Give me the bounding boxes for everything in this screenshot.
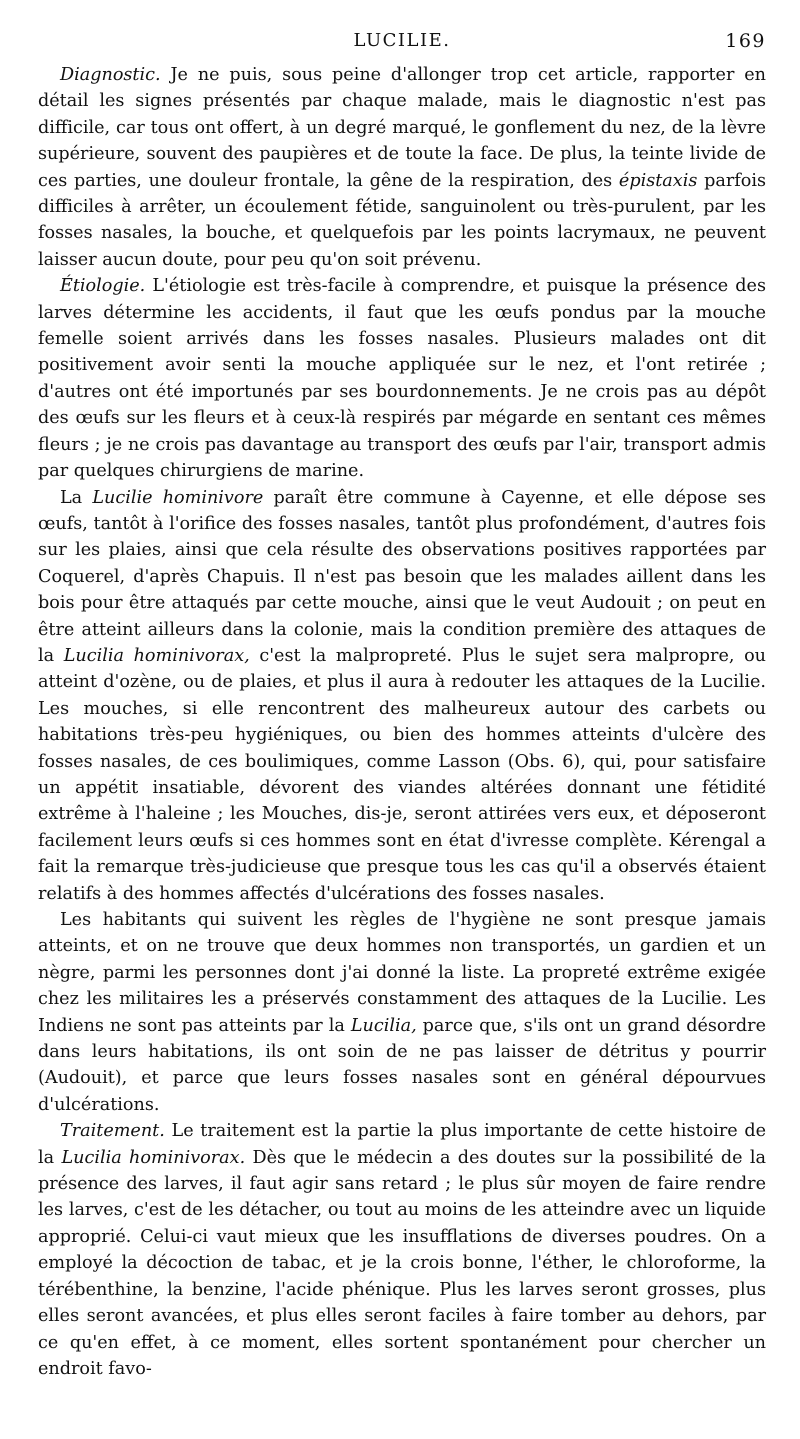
text-segment: c'est la malpropreté. Plus le sujet sera malpropre, ou atteint d'ozène, ou de plaies, et plus il aura à redouter les attaques de la Lucilie. Les mouches, si elle rencontrent des malheureux autour des carbets ou habitations très-peu hygiéniques, ou bien des hommes atteints d'ulcère des fosses nasales, de ces boulimiques, comme Lasson (Obs. 6), qui, pour satisfaire un appétit insatiable, dévorent des viandes altérées donnant une fétidité extrême à l'haleine ; les Mouches, dis-je, seront attirées vers eux, et déposeront facilement leurs œufs si ces hommes sont en état d'ivresse complète. Kérengal a fait la remarque très-judicieuse que presque tous les cas qu'il a observés étaient relatifs à des hommes affectés d'ulcérations des fosses nasales. xyxy=(38,645,766,904)
italic-text: Diagnostic. xyxy=(60,65,161,85)
document-page xyxy=(38,30,766,1382)
paragraph-cayenne xyxy=(38,485,766,908)
body-text xyxy=(38,62,766,1382)
paragraph-diagnostic xyxy=(38,62,766,273)
text-segment: La xyxy=(60,487,93,508)
italic-text: Traitement. xyxy=(60,1121,165,1142)
italic-text: épistaxis xyxy=(618,170,698,191)
text-segment: L'étiologie est très-facile à comprendre, et puisque la présence des larves détermine les accidents, il faut que les œufs pondus par la mouche femelle soient arrivés dans les fosses nasales. Plusieurs malades ont dit positivement avoir senti la mouche appliquée sur le nez, et l'ont retirée ; d'autres ont été importunés par ses bourdonnements. Je ne crois pas au dépôt des œufs sur les fleurs et à ceux-là respirés par mégarde en sentant ces mêmes fleurs ; je ne crois pas davantage au transport des œufs par l'air, transport admis par quelques chirurgiens de marine. xyxy=(38,276,766,482)
text-segment: Dès que le médecin a des doutes sur la possibilité de la présence des larves, il faut agir sans retard ; le plus sûr moyen de faire rendre les larves, c'est de les détacher, ou tout au moins de les atteindre avec un liquide approprié. Celui-ci vaut mieux que les insufflations de diverses poudres. On a employé la décoction de tabac, et je la crois bonne, l'éther, le chloroforme, la térébenthine, la benzine, l'acide phénique. Plus les larves seront grosses, plus elles seront avancées, et plus elles seront faciles à faire tomber au dehors, par ce qu'en effet, à ce moment, elles sortent spontanément pour chercher un endroit favo- xyxy=(38,1147,767,1379)
text-segment: parfois difficiles à arrêter, un écoulement fétide, sanguinolent ou très-purulent, par les fosses nasales, la bouche, et quelquefois par les points lacrymaux, ne peuvent laisser aucun doute, pour peu qu'on soit prévenu. xyxy=(38,170,767,270)
italic-text: Lucilie hominivore xyxy=(92,487,264,508)
running-head xyxy=(38,30,766,54)
text-segment: Les habitants qui suivent les règles de l'hygiène ne sont presque jamais atteints, et on ne trouve que deux hommes non transportés, un gardien et un nègre, parmi les personnes dont j'ai donné la liste. La propreté extrême exigée chez les militaires les a préservés constamment des attaques de la Lucilie. Les Indiens ne sont pas atteints par la xyxy=(38,910,766,1036)
text-segment: Je ne puis, sous peine d'allonger trop cet article, rapporter en détail les signes présentés par chaque malade, mais le diagnostic n'est pas difficile, car tous ont offert, à un degré marqué, le gonflement du nez, de la lèvre supérieure, souvent des paupières et de toute la face. De plus, la teinte livide de ces parties, une douleur frontale, la gêne de la respiration, des xyxy=(38,65,766,191)
text-segment: paraît être commune à Cayenne, et elle dépose ses œufs, tantôt à l'orifice des fosses nasales, tantôt plus profondément, d'autres fois sur les plaies, ainsi que cela résulte des observations positives rapportées par Coquerel, d'après Chapuis. Il n'est pas besoin que les malades aillent dans les bois pour être attaqués par cette mouche, ainsi que le veut Audouit ; on peut en être atteint ailleurs dans la colonie, mais la condition première des attaques de la xyxy=(38,487,766,666)
paragraph-habitants xyxy=(38,907,766,1118)
paragraph-etiologie xyxy=(38,273,766,484)
italic-text: Lucilia hominivorax, xyxy=(63,645,250,666)
text-segment: Le traitement est la partie la plus importante de cette histoire de la xyxy=(38,1121,766,1168)
italic-text: Étiologie. xyxy=(60,276,146,297)
italic-text: Lucilia, xyxy=(350,1015,417,1036)
italic-text: Lucilia hominivorax. xyxy=(61,1147,246,1168)
paragraph-traitement xyxy=(38,1118,766,1382)
page-number: 169 xyxy=(725,30,766,52)
running-title: LUCILIE. xyxy=(353,30,451,51)
text-segment: parce que, s'ils ont un grand désordre dans leurs habitations, ils ont soin de ne pas laisser de détritus y pourrir (Audouit), et parce que leurs fosses nasales sont en général dépourvues d'ulcérations. xyxy=(38,1015,766,1115)
